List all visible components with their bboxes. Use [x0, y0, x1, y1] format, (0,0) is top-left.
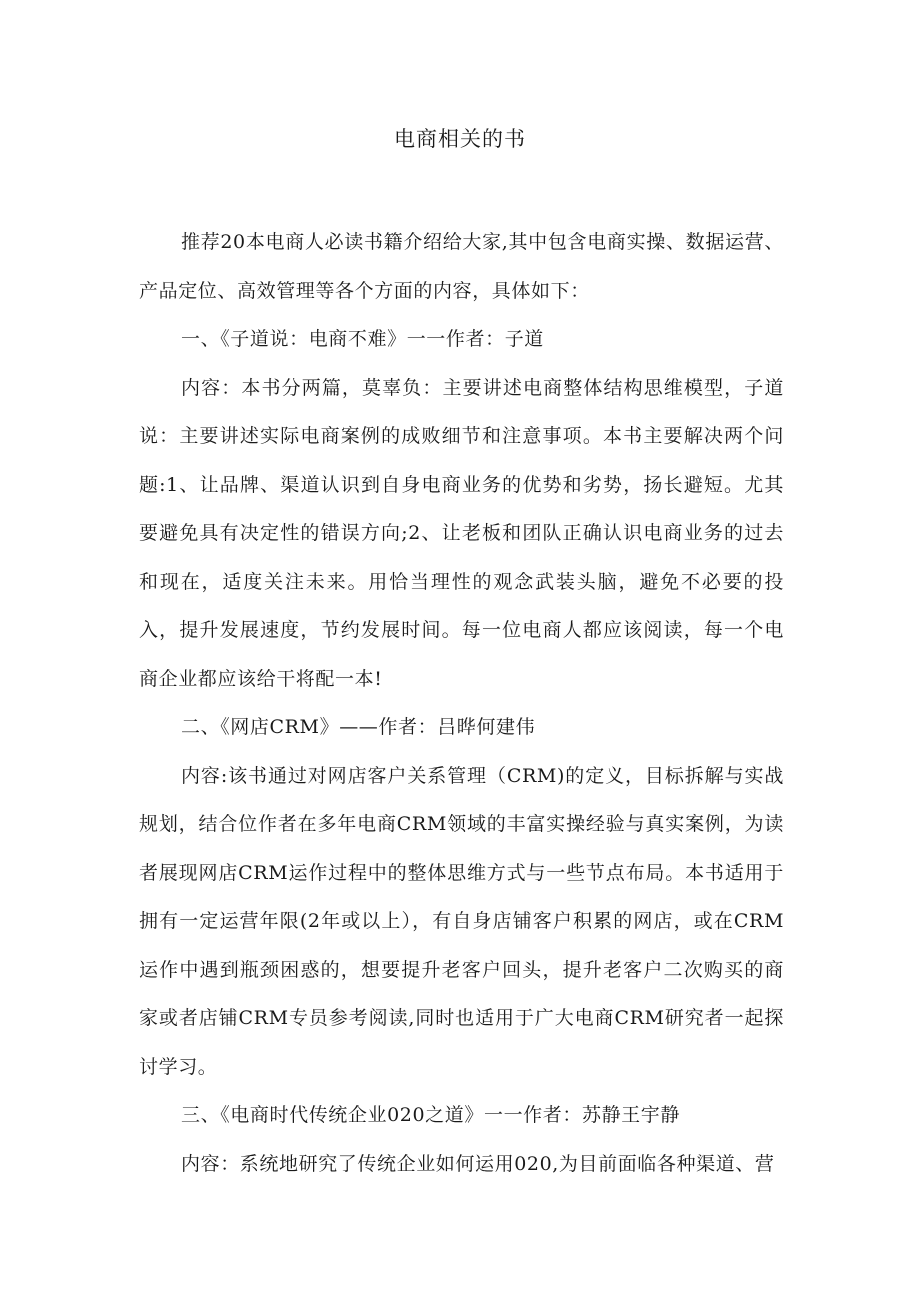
document-body	[139, 218, 784, 1188]
book-1-content: 内容：本书分两篇，莫辜负：主要讲述电商整体结构思维模型，子道说：主要讲述实际电商案例的成败细节和注意事项。本书主要解决两个问题:1、让品牌、渠道认识到自身电商业务的优势和劣势，扬长避短。尤其要避免具有决定性的错误方向;2、让老板和团队正确认识电商业务的过去和现在，适度关注未来。用恰当理性的观念武装头脑，避免不必要的投入，提升发展速度，节约发展时间。每一位电商人都应该阅读，每一个电商企业都应该给干将配一本!	[139, 376, 784, 690]
intro-paragraph: 推荐20本电商人必读书籍介绍给大家,其中包含电商实操、数据运营、产品定位、高效管理等各个方面的内容，具体如下：	[139, 231, 784, 302]
book-2-content: 内容:该书通过对网店客户关系管理（CRM)的定义，目标拆解与实战规划，结合位作者在多年电商CRM领域的丰富实操经验与真实案例，为读者展现网店CRM运作过程中的整体思维方式与一些节点布局。本书适用于拥有一定运营年限(2年或以上），有自身店铺客户积累的网店，或在CRM运作中遇到瓶颈困惑的，想要提升老客户回头，提升老客户二次购买的商家或者店铺CRM专员参考阅读,同时也适用于广大电商CRM研究者一起探讨学习。	[139, 764, 784, 1078]
book-3-content: 内容：系统地研究了传统企业如何运用020,为目前面临各种渠道、营	[181, 1152, 775, 1175]
document-title: 电商相关的书	[394, 127, 526, 151]
book-1-heading: 一、《子道说：电商不难》一一作者：子道	[181, 328, 544, 350]
book-2-heading: 二、《网店CRM》——作者：吕晔何建伟	[181, 716, 536, 738]
book-3-heading: 三、《电商时代传统企业020之道》一一作者：苏静王宇静	[181, 1104, 680, 1126]
